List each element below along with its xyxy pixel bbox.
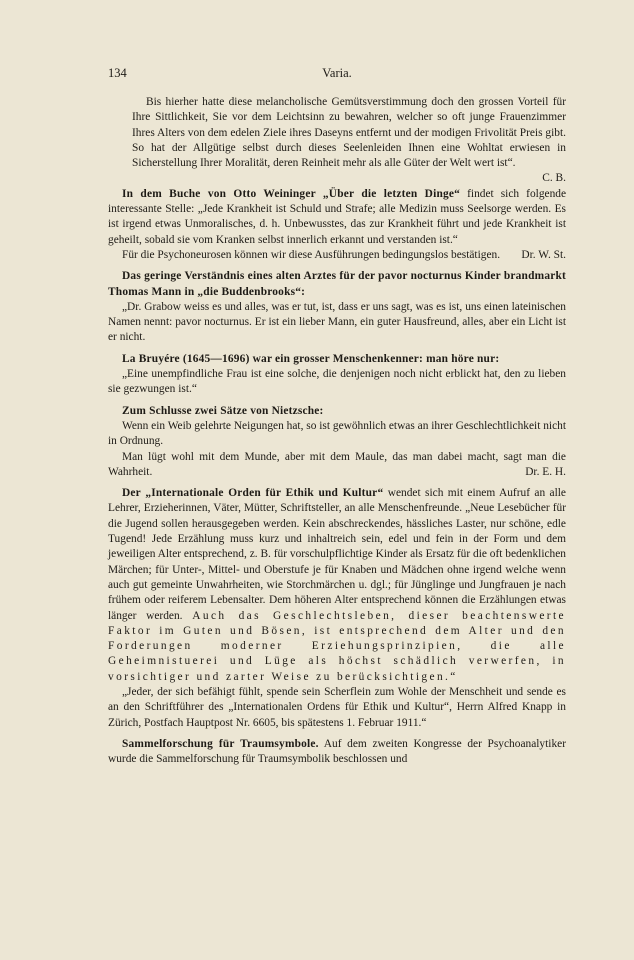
weininger-signature: Dr. W. St. (521, 248, 566, 261)
orden-text: wendet sich mit einem Aufruf an alle Lehrer, Erzieherinnen, Väter, Mütter, Schriftsteller, an alle Menschenfreunde. „Neue Lesebücher für die Jugend sollen herausgegeben werden. Kein abschreckendes, hässliches Laster, nur schöne, edle Tugend! Jede Erzählung muss kurz und inhaltreich sein, edel und fein in der Form und dem jeweiligen Alter entsprechend, z. B. für vorschulpflichtige Kinder als Ersatz für die oft bedenklichen Märchen; für Unter-, Mittel- und Oberstufe je für Knaben und Mädchen ohne irgend welche wenn auch gut gemeinte Unwahrheiten, wie Storchmärchen u. dgl.; für Jünglinge und Jungfrauen je nach frühem oder reiferem Lebensalter. Dem höheren Alter entsprechend können die Erzählungen etwas länger werden. (108, 487, 566, 622)
traum-heading: Sammelforschung für Traumsymbole. (122, 737, 319, 750)
page-number: 134 (108, 66, 127, 80)
bruyere-quote: „Eine unempfindliche Frau ist eine solche, die denjenigen noch nicht erblickt hat, den zu lieben sie gezwungen ist.“ (108, 368, 566, 396)
nietzsche-heading: Zum Schlusse zwei Sätze von Nietzsche: (122, 404, 324, 417)
page-body (108, 95, 566, 767)
nietzsche-quote-1: Wenn ein Weib gelehrte Neigungen hat, so ist gewöhnlich etwas an ihrer Geschlechtlichkeit nicht in Ordnung. (108, 419, 566, 448)
weininger-followup-paragraph (108, 248, 566, 263)
page-header (108, 66, 566, 86)
weininger-text: findet sich folgende interessante Stelle: „Jede Krankheit ist Schuld und Strafe; alle Medizin muss Seelsorge werden. Es ist irgend etwas Unmoralisches, d. h. Unbewusstes, das zur Krankheit führt und jede Krankheit ist geheilt, sobald sie vom Kranken selbst innerlich erkannt und verstanden ist.“ (108, 187, 567, 246)
weininger-followup: Für die Psychoneurosen können wir diese Ausführungen bedingungslos bestätigen. (122, 248, 501, 261)
orden-paragraph (108, 486, 566, 685)
mann-heading: Das geringe Verständnis eines alten Arztes für der pavor nocturnus Kinder brandmarkt Thomas Mann in „die Buddenbrooks“: (108, 270, 566, 298)
nietzsche-signature: Dr. E. H. (525, 465, 566, 478)
weininger-heading: In dem Buche von Otto Weininger „Über die letzten Dinge“ (122, 187, 461, 200)
mann-quote: „Dr. Grabow weiss es und alles, was er tut, ist, dass er uns sagt, was es ist, uns einen lateinischen Namen nennt: pavor nocturnus. Er ist ein lieber Mann, ein guter Hausfreund, alles, aber ein Licht ist er nicht. (108, 300, 566, 344)
nietzsche-quote-2: Man lügt wohl mit dem Munde, aber mit dem Maule, das man dabei macht, sagt man die Wahrheit. (108, 450, 566, 478)
intro-signature: C. B. (542, 172, 566, 185)
running-title: Varia. (322, 66, 352, 80)
orden-followup: „Jeder, der sich befähigt fühlt, spende sein Scherflein zum Wohle der Menschheit und sende es an den Schriftführer des „Internationalen Ordens für Ethik und Kultur“, Herrn Alfred Knapp in Zürich, Postfach Hauptpost Nr. 6605, bis spätestens 1. Februar 1911.“ (108, 685, 566, 729)
weininger-paragraph (108, 187, 566, 248)
orden-spaced-text: Auch das Geschlechtsleben, dieser beachtenswerte Faktor im Guten und Bösen, ist entsprechend dem Alter und den Forderungen moderner Erziehungsprinzipien, die alle Geheimnistuerei und Lüge als höchst schädlich verwerfen, in vorsichtiger und zarter Weise zu berücksichtigen.“ (108, 609, 566, 683)
orden-heading: Der „Internationale Orden für Ethik und Kultur“ (122, 487, 384, 500)
bruyere-heading: La Bruyére (1645—1696) war ein grosser Menschenkenner: man höre nur: (122, 352, 500, 365)
intro-quote: Bis hierher hatte diese melancholische Gemütsverstimmung doch den grossen Vorteil für Ihre Sittlichkeit, Sie vor dem Leichtsinn zu bewahren, welcher so oft junge Frauenzimmer Ihres Alters von dem edelen Ziele ihres Daseyns entfernt und der modigen Frivolität Preis gibt. So hat der Allgütige selbst durch dieses Seelenleiden Ihnen eine Wohltat erwiesen in Sicherstellung Ihrer Moralität, deren Reinheit mehr als alle Güter der Welt wert ist“. (132, 96, 566, 170)
traum-text: Auf dem zweiten Kongresse der Psychoanalytiker wurde die Sammelforschung für Traumsymbolik beschlossen und (108, 737, 566, 766)
traum-paragraph (108, 737, 566, 768)
nietzsche-quote-2-paragraph (108, 450, 566, 481)
